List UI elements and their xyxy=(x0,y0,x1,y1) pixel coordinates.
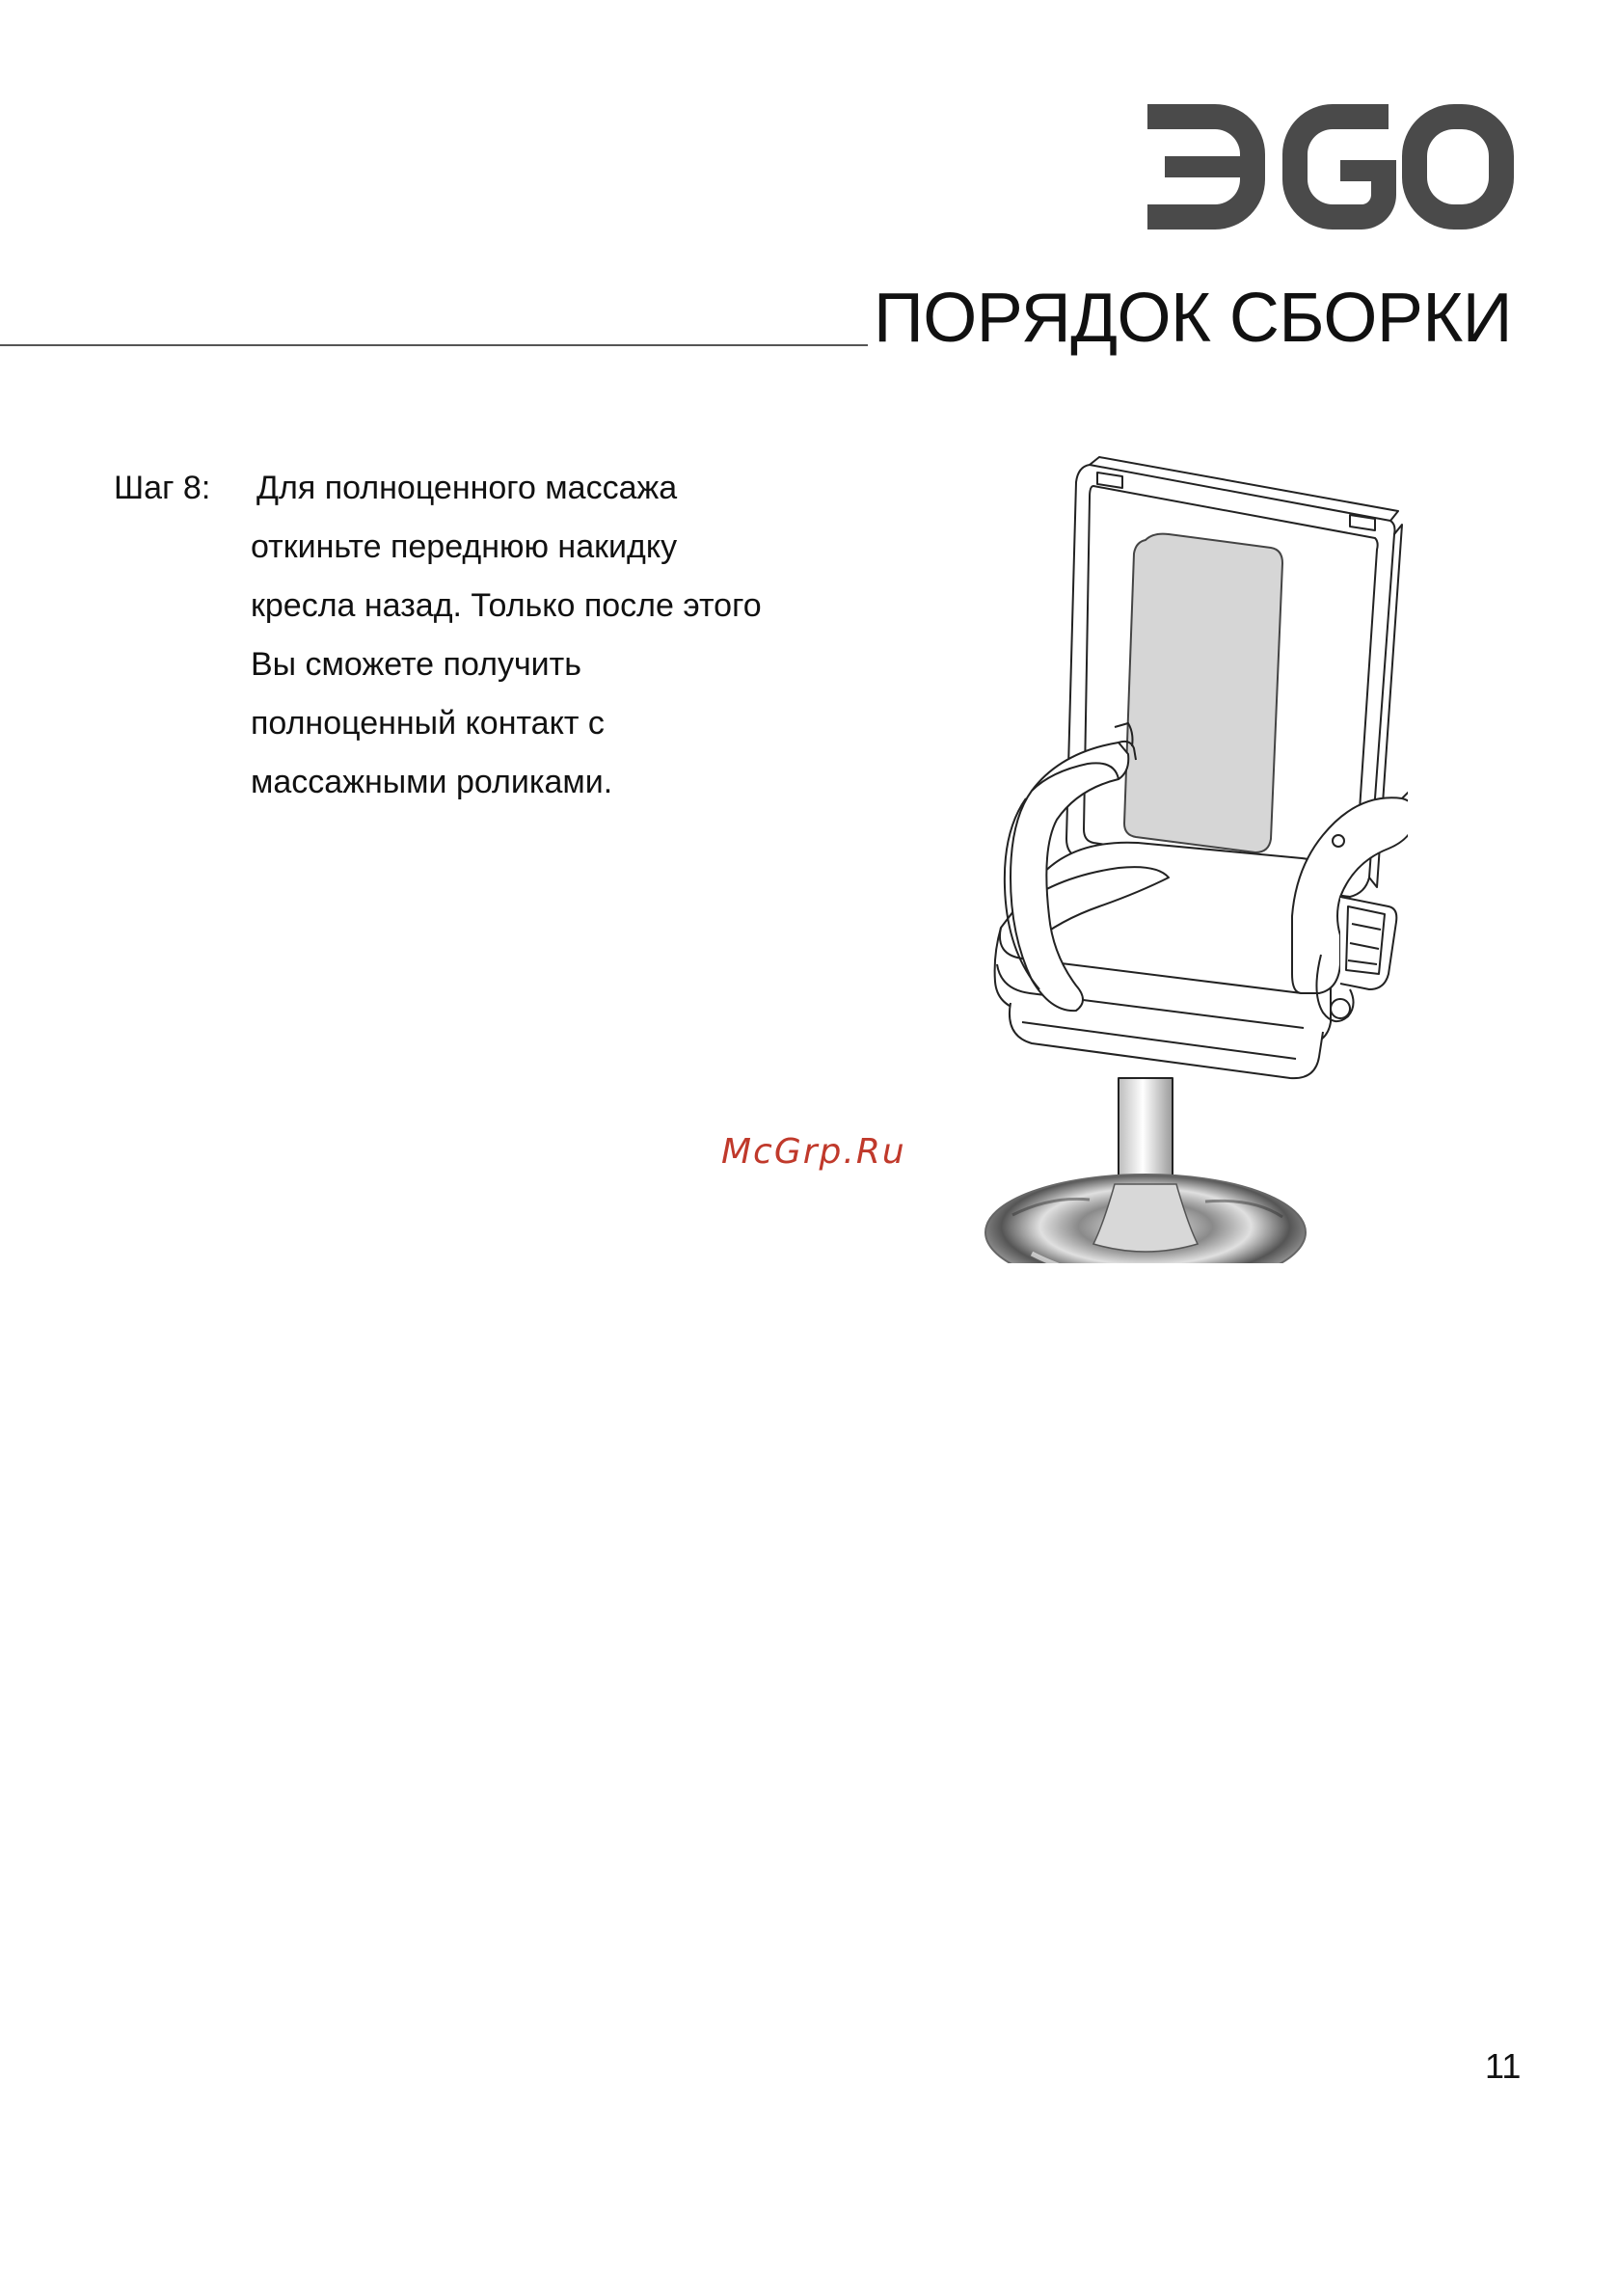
step-line: Для полноценного массажа xyxy=(256,470,678,506)
section-title: ПОРЯДОК СБОРКИ xyxy=(874,280,1513,357)
step-line: Вы сможете получить xyxy=(251,646,581,683)
step-label: Шаг 8: xyxy=(114,470,211,506)
step-description xyxy=(251,459,849,812)
watermark-text: McGrp.Ru xyxy=(721,1132,906,1172)
page-number: 11 xyxy=(1485,2046,1522,2086)
step-line: кресла назад. Только после этого xyxy=(251,587,762,624)
step-line: откиньте переднюю накидку xyxy=(251,528,678,565)
massage-chair-illustration xyxy=(887,453,1408,1263)
step-line: полноценный контакт с xyxy=(251,705,605,742)
header-divider xyxy=(0,344,868,346)
step-line: массажными роликами. xyxy=(251,764,613,800)
brand-logo xyxy=(1147,104,1514,230)
